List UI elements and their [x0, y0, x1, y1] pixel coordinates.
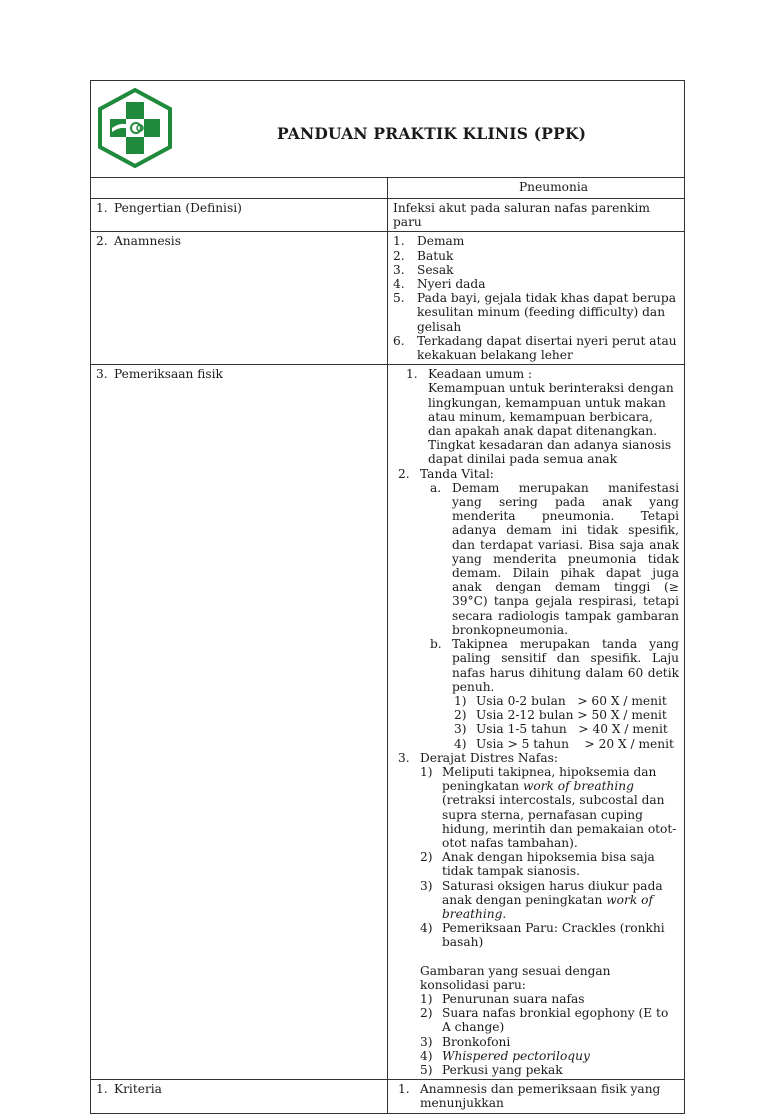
keadaan-text: Kemampuan untuk berinteraksi dengan lingkungan, kemampuan untuk makan atau minum, kemampuan berbicara, dan apakah anak dapat ditenangkan. Tingkat kesadaran dan adanya sianosis dapat dinilai pada semua anak [428, 381, 674, 467]
list-item: Usia 1-5 tahun > 40 X / menit [476, 722, 668, 737]
row-label-cell [91, 1080, 388, 1113]
list-item: Penurunan suara nafas [442, 991, 585, 1006]
row-number: 1. [96, 201, 108, 215]
topic-title: Pneumonia [388, 178, 685, 199]
list-item: 5. Pada bayi, gejala tidak khas dapat berupa kesulitan minum (feeding difficulty) dan gelisah [393, 291, 676, 334]
row-anamnesis [91, 232, 685, 365]
list-item: Usia 0-2 bulan > 60 X / menit [476, 693, 667, 708]
row-label: Anamnesis [114, 234, 181, 249]
row-label: Kriteria [114, 1082, 162, 1097]
vital-title: Tanda Vital: [420, 466, 494, 481]
row-number: 1. [96, 1082, 108, 1097]
health-cross-logo-icon [96, 88, 174, 168]
list-item: Suara nafas bronkial egophony (E to A change) [442, 1006, 669, 1035]
list-item: Perkusi yang pekak [442, 1062, 563, 1077]
vital-a-text: Demam merupakan manifestasi yang sering pada anak yang menderita pneumonia. Tetapi adanya demam ini tidak spesifik, dan terdapat variasi. Bisa saja anak yang menderita pneumonia tidak demam. Dilain pihak dapat juga anak dengan demam tinggi (≥ 39°C) tanpa gejala respirasi, tetapi secara radiologis tampak gambaran bronkopneumonia. [452, 480, 679, 637]
list-item: Whispered pectoriloquy [442, 1048, 590, 1063]
row-number: 2. [96, 234, 108, 249]
tanda-vital-section: 2. Tanda Vital: a. Demam merupakan manifestasi yang sering pada anak yang menderita pneumonia. Tetapi adanya demam ini tidak spesifik, dan terdapat variasi. Bisa saja anak yang menderita pneumonia tidak demam. Dilain pihak dapat juga anak dengan demam tinggi (≥ 39°C) tanpa gejala respirasi, tetapi secara radiologis tampak gambaran bronkopneumonia. b. Takipnea merupakan tanda yang paling sensitif dan spesifik. Laju nafas harus dihitung dalam 60 detik penuh. 1) Usia 0-2 bulan > 60 X / menit 2) Usia 2-12 bulan > 50 X / menit 3) Usia 1-5 tahun > 40 X / menit 4) Usia > 5 tahun > 20 X / menit [398, 466, 679, 751]
row-label-cell [91, 365, 388, 1080]
ppk-table [90, 80, 685, 1114]
keadaan-title: Keadaan umum : [428, 367, 533, 382]
konsolidasi-title: Gambaran yang sesuai dengan konsolidasi paru: [420, 963, 611, 992]
row-label: Pemeriksaan fisik [114, 367, 223, 382]
respiratory-rate-list: 1) Usia 0-2 bulan > 60 X / menit 2) Usia 2-12 bulan > 50 X / menit 3) Usia 1-5 tahun > 40 X / menit 4) Usia > 5 tahun > 20 X / menit [454, 693, 674, 751]
document-title: PANDUAN PRAKTIK KLINIS (PPK) [277, 124, 587, 143]
anamnesis-content [388, 232, 685, 365]
pemeriksaan-content [388, 365, 685, 1080]
row-label-cell [91, 232, 388, 365]
row-number: 3. [96, 367, 108, 382]
row-label: Pengertian (Definisi) [114, 201, 242, 215]
kriteria-content: 1. Anamnesis dan pemeriksaan fisik yang menunjukkan [388, 1080, 685, 1113]
row-pemeriksaan [91, 365, 685, 1080]
header-row [91, 81, 685, 178]
list-item: Usia > 5 tahun > 20 X / menit [476, 736, 674, 751]
keadaan-umum-section: 1. Keadaan umum : Kemampuan untuk berinteraksi dengan lingkungan, kemampuan untuk makan atau minum, kemampuan berbicara, dan apakah anak dapat ditenangkan. Tingkat kesadaran dan adanya sianosis dapat dinilai pada semua anak [406, 367, 679, 466]
ppk-document [90, 80, 685, 1114]
header-cell [91, 81, 685, 178]
list-item: 1. Demam [393, 234, 465, 249]
row-kriteria [91, 1080, 685, 1113]
list-item: Bronkofoni [442, 1034, 511, 1049]
topic-label-cell [91, 178, 388, 199]
vital-b-text: Takipnea merupakan tanda yang paling sensitif dan spesifik. Laju nafas harus dihitung dalam 60 detik penuh. [452, 637, 679, 694]
anamnesis-list [393, 234, 679, 362]
list-item: 3. Sesak [393, 262, 454, 277]
list-item: Usia 2-12 bulan > 50 X / menit [476, 708, 667, 723]
list-item: Anamnesis dan pemeriksaan fisik yang menunjukkan [420, 1082, 661, 1111]
distres-section: 3. Derajat Distres Nafas: 1) Meliputi takipnea, hipoksemia dan peningkatan work of breathing (retraksi intercostals, subcostal dan supra sterna, pernafasan cuping hidung, merintih dan pemakaian otot-otot nafas tambahan). 2) Anak dengan hipoksemia bisa saja tidak tampak sianosis. 3) Saturasi oksigen harus diukur pada anak dengan peningkatan work of breathing. 4) Pemeriksaan Paru: Crackles (ronkhi basah) Gambaran yang sesuai dengan konsolidasi paru: 1) Penurunan suara nafas 2) Suara nafas bronkial egophony (E to A change) 3) Bronkofoni 4) Whispered pectoriloquy 5) Perkusi yang pekak [398, 751, 679, 1077]
row-label-cell [91, 199, 388, 232]
list-item: 4. Nyeri dada [393, 277, 486, 292]
pengertian-content: Infeksi akut pada saluran nafas parenkim paru [388, 199, 685, 232]
distres-title: Derajat Distres Nafas: [420, 750, 558, 765]
list-item: 2. Batuk [393, 248, 454, 263]
row-pengertian [91, 199, 685, 232]
topic-row [91, 178, 685, 199]
list-item: 6. Terkadang dapat disertai nyeri perut atau kekakuan belakang leher [393, 333, 677, 363]
